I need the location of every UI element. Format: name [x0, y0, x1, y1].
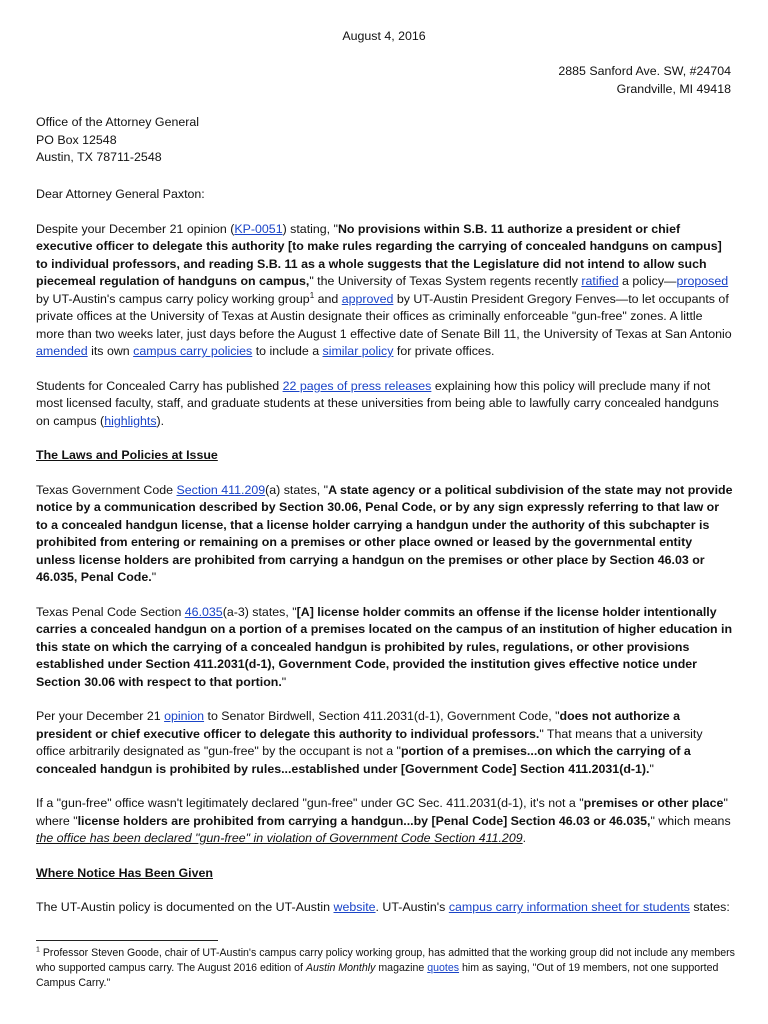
quote-bold: portion of a premises...on which the carrying of a concealed handgun is prohibited by rules...established under [Government Code] Section 411.2031(d-1).: [36, 744, 691, 776]
underlined-italic-text: the office has been declared "gun-free" in violation of Government Code Section 411.209: [36, 831, 523, 845]
text: (a-3) states, ": [222, 604, 297, 619]
text: If a "gun-free" office wasn't legitimately declared "gun-free" under GC Sec. 411.2031(d-1), it's not a ": [36, 796, 584, 810]
text: ) stating, ": [282, 221, 338, 236]
link-section-411-209[interactable]: Section 411.209: [176, 482, 266, 497]
text: Students for Concealed Carry has published: [36, 378, 283, 393]
text: ).: [156, 413, 165, 428]
text: magazine: [375, 962, 428, 974]
link-campus-carry-policies[interactable]: campus carry policies: [133, 344, 253, 358]
text: explaining how this policy will preclude many if not most licensed faculty, staff, and graduate students at these universities from being able to lawfully carry concealed handguns on campus (: [36, 378, 719, 428]
footnote: [36, 946, 736, 991]
link-proposed[interactable]: proposed: [676, 274, 729, 288]
link-info-sheet[interactable]: campus carry information sheet for students: [448, 900, 690, 914]
text: states:: [689, 900, 730, 914]
quote-bold: [A] license holder commits an offense if the license holder intentionally carries a concealed handgun on a portion of a premises located on the campus of an institution of higher education in this state on which the carrying of a concealed handgun is prohibited by rules, regulations, or other provisions established under Section 411.2031(d-1), Government Code, provided the institution gives effective notice under Section 30.06 with respect to that portion.: [36, 604, 733, 689]
greeting: Dear Attorney General Paxton:: [36, 187, 205, 201]
link-quotes[interactable]: quotes: [427, 962, 460, 974]
text: and: [314, 291, 342, 306]
quote-bold: license holders are prohibited from carrying a handgun...by [Penal Code] Section 46.03 or 46.035,: [77, 813, 651, 828]
text: him as saying, "Out of 19 members, not one supported Campus Carry.": [36, 962, 719, 989]
text: ": [281, 674, 287, 689]
text: " the University of Texas System regents recently: [309, 274, 582, 288]
link-kp-0051[interactable]: KP-0051: [234, 221, 283, 236]
recipient-city: Austin, TX 78711-2548: [36, 150, 162, 164]
text: ": [649, 761, 654, 776]
recipient-office: Office of the Attorney General: [36, 115, 200, 129]
magazine-title: Austin Monthly: [305, 962, 376, 974]
text: to Senator Birdwell, Section 411.2031(d-1), Government Code, ": [204, 709, 560, 723]
text: Despite your December 21 opinion (: [36, 221, 235, 236]
paragraph-opinion: [36, 221, 734, 361]
footnote-number: 1: [36, 946, 40, 954]
link-website[interactable]: website: [333, 900, 376, 914]
heading-laws-policies: [36, 447, 734, 465]
paragraph-penal-code: [36, 604, 734, 692]
paragraph-gov-code: [36, 482, 734, 587]
letter-date: August 4, 2016: [342, 29, 426, 43]
recipient-address: [36, 114, 199, 167]
quote-bold: premises or other place: [583, 796, 724, 810]
link-amended[interactable]: amended: [36, 344, 88, 358]
text: ": [151, 570, 157, 584]
text: Texas Penal Code Section: [36, 604, 185, 619]
footnote-ref: 1: [309, 290, 315, 300]
paragraph-ut-austin-policy: [36, 899, 734, 917]
quote-bold: A state agency or a political subdivision of the state may not provide notice by a communication described by Section 30.06, Penal Code, or by any sign expressly referring to that law or to a concealed handgun license, that a license holder carrying a handgun under the authority of this subchapter is prohibited from entering or remaining on a premises or other place owned or leased by the governmental entity unless license holders are prohibited from carrying a handgun on the premises or other place by Section 46.03 or 46.035, Penal Code.: [36, 482, 733, 584]
letter-body: [36, 186, 734, 934]
link-ratified[interactable]: ratified: [581, 274, 619, 288]
text: for private offices.: [393, 344, 495, 358]
text: a policy—: [618, 274, 677, 288]
quote-bold: No provisions within S.B. 11 authorize a president or chief executive officer to delegate this authority [to make rules regarding the carrying of concealed handguns on campus] to individual professors, and reading S.B. 11 as a whole suggests that the Legislature did not intend to allow such piecemeal regulation of handguns on campus,: [36, 221, 722, 288]
link-press-releases[interactable]: 22 pages of press releases: [282, 378, 432, 393]
paragraph-gun-free-office: [36, 795, 734, 848]
text: .: [522, 831, 527, 845]
text: Per your December 21: [36, 709, 165, 723]
footnote-divider: [36, 940, 218, 941]
paragraph-press-releases: [36, 378, 734, 431]
heading-text: The Laws and Policies at Issue: [36, 448, 218, 462]
sender-address: [558, 63, 731, 98]
heading-notice-given: [36, 865, 734, 883]
text: (a) states, ": [265, 482, 329, 497]
link-opinion[interactable]: opinion: [164, 709, 205, 723]
text: its own: [87, 344, 134, 358]
link-approved[interactable]: approved: [341, 291, 394, 306]
text: Professor Steven Goode, chair of UT-Austin's campus carry policy working group, has admitted that the working group did not include any members who supported campus carry. The August 2016 edition of: [36, 947, 735, 974]
text: by UT-Austin President Gregory Fenves—to let occupants of private offices at the University of Texas at Austin designate their offices as criminally enforceable "gun-free" zones. A little more than two weeks later, just days before the August 1 effective date of Senate Bill 11, the University of Texas at San Antonio: [36, 291, 732, 341]
text: " which means: [650, 813, 731, 828]
heading-text: Where Notice Has Been Given: [36, 865, 213, 880]
text: by UT-Austin's campus carry policy working group: [36, 291, 310, 306]
sender-street: 2885 Sanford Ave. SW, #24704: [558, 64, 731, 78]
text: The UT-Austin policy is documented on the UT-Austin: [36, 900, 334, 914]
text: Texas Government Code: [36, 482, 177, 497]
text: " where ": [36, 796, 728, 828]
text: " That means that a university office arbitrarily designated as "gun-free" by the occupant is not a ": [36, 726, 703, 758]
recipient-pobox: PO Box 12548: [36, 132, 117, 147]
paragraph-per-opinion: [36, 708, 734, 778]
text: . UT-Austin's: [375, 900, 449, 914]
text: to include a: [252, 344, 323, 358]
link-highlights[interactable]: highlights: [104, 413, 157, 428]
link-46-035[interactable]: 46.035: [184, 604, 223, 619]
quote-bold: does not authorize a president or chief executive officer to delegate this authority to individual professors.: [36, 709, 680, 741]
link-similar-policy[interactable]: similar policy: [322, 344, 394, 358]
sender-city: Grandville, MI 49418: [616, 81, 731, 96]
